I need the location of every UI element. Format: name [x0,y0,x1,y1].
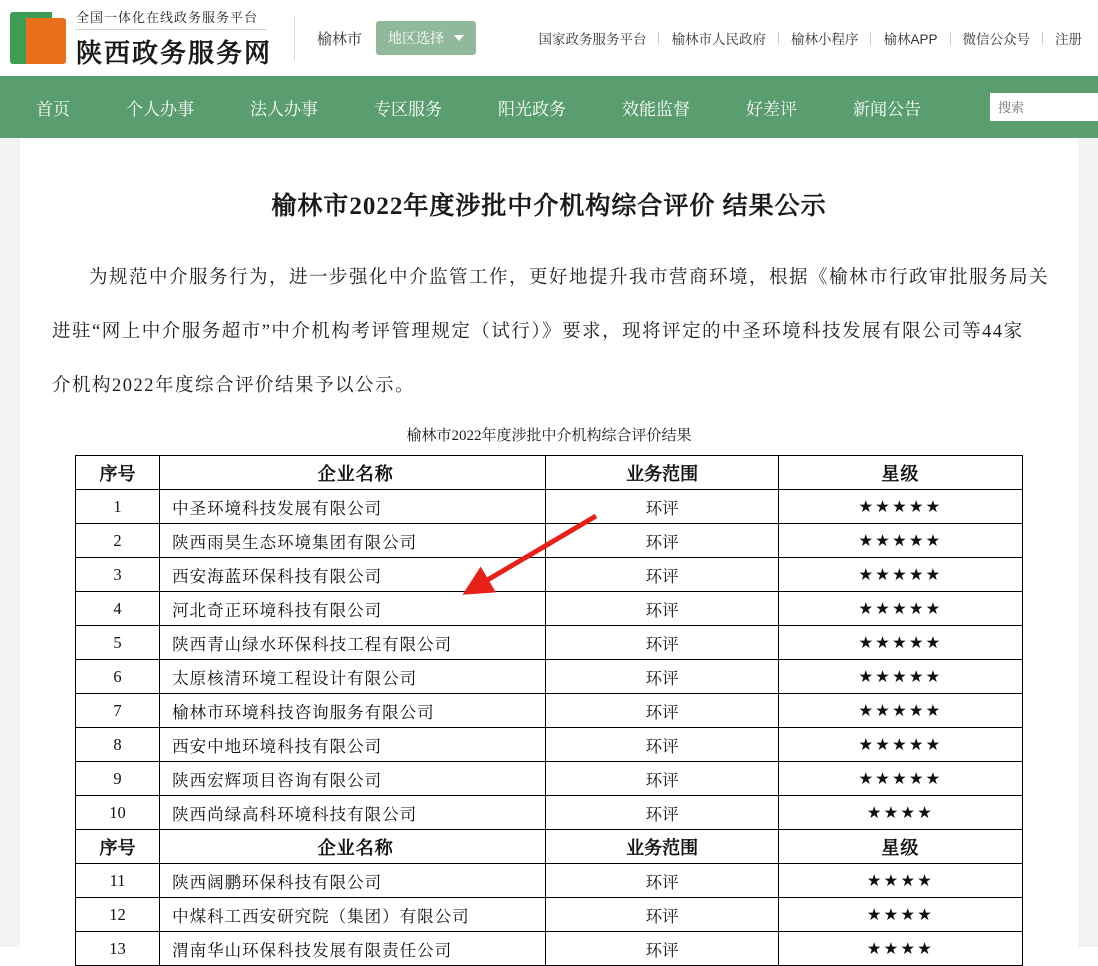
column-header-company: 企业名称 [160,456,546,490]
article-paragraph-2: 进驻“网上中介服务超市”中介机构考评管理规定（试行）》要求，现将评定的中圣环境科技发展有限公司等44家 [52,322,1024,342]
platform-title: 陕西政务服务网 [76,37,273,68]
table-row [76,898,1023,932]
column-header-index: 序号 [76,456,160,490]
nav-item-news[interactable]: 新闻公告 [853,99,921,119]
cell-scope: 环评 [546,660,778,694]
header-link-city-government[interactable]: 榆林市人民政府 [671,32,766,47]
cell-company: 陕西尚绿高科环境科技有限公司 [160,796,546,830]
table-row [76,796,1023,830]
article-paragraph-1: 为规范中介服务行为，进一步强化中介监管工作，更好地提升我市营商环境，根据《榆林市行政审批服务局关 [89,268,1050,288]
site-header [0,0,1098,76]
column-header-rating: 星级 [778,456,1022,490]
nav-item-home[interactable]: 首页 [36,99,70,119]
cell-index: 1 [76,490,160,524]
cell-index: 3 [76,558,160,592]
nav-item-legal-person[interactable]: 法人办事 [250,99,318,119]
cell-company: 河北奇正环境科技有限公司 [160,592,546,626]
nav-item-sunshine-gov[interactable]: 阳光政务 [498,99,566,119]
nav-item-zone-services[interactable]: 专区服务 [374,99,442,119]
cell-index: 13 [76,932,160,966]
column-header-scope: 业务范围 [546,830,778,864]
evaluation-result-table [75,455,1023,966]
current-city-label: 榆林市 [317,30,363,48]
header-links [526,28,1098,48]
column-header-scope: 业务范围 [546,456,778,490]
cell-scope: 环评 [546,626,778,660]
column-header-rating: 星级 [778,830,1022,864]
platform-subtitle: 全国一体化在线政务服务平台 [76,7,266,30]
article-paragraph-3: 介机构2022年度综合评价结果予以公示。 [52,376,416,396]
table-row [76,694,1023,728]
cell-rating: ★★★★ [778,932,1022,966]
cell-scope: 环评 [546,898,778,932]
table-row [76,558,1023,592]
nav-item-personal[interactable]: 个人办事 [126,99,194,119]
header-link-national-platform[interactable]: 国家政务服务平台 [538,32,647,47]
cell-company: 太原核清环境工程设计有限公司 [160,660,546,694]
cell-scope: 环评 [546,694,778,728]
cell-rating: ★★★★★ [778,660,1022,694]
cell-scope: 环评 [546,490,778,524]
cell-company: 陕西青山绿水环保科技工程有限公司 [160,626,546,660]
cell-index: 9 [76,762,160,796]
cell-scope: 环评 [546,864,778,898]
search-input[interactable] [990,93,1098,121]
cell-scope: 环评 [546,524,778,558]
table-row [76,592,1023,626]
cell-rating: ★★★★★ [778,524,1022,558]
region-select-button[interactable] [376,21,476,55]
table-row [76,660,1023,694]
logo-shape-orange [26,18,66,64]
table-header-row-repeat [76,830,1023,864]
cell-rating: ★★★★★ [778,558,1022,592]
column-header-company: 企业名称 [160,830,546,864]
header-link-wechat[interactable]: 微信公众号 [962,32,1030,47]
cell-index: 6 [76,660,160,694]
cell-rating: ★★★★★ [778,490,1022,524]
cell-scope: 环评 [546,558,778,592]
table-row [76,524,1023,558]
cell-index: 5 [76,626,160,660]
cell-scope: 环评 [546,932,778,966]
cell-rating: ★★★★ [778,898,1022,932]
cell-company: 榆林市环境科技咨询服务有限公司 [160,694,546,728]
cell-scope: 环评 [546,728,778,762]
chevron-down-icon [454,35,464,41]
cell-company: 中圣环境科技发展有限公司 [160,490,546,524]
header-link-app[interactable]: 榆林APP [883,32,938,47]
cell-rating: ★★★★ [778,796,1022,830]
cell-company: 陕西雨昊生态环境集团有限公司 [160,524,546,558]
table-row [76,490,1023,524]
table-row [76,762,1023,796]
cell-index: 12 [76,898,160,932]
table-header-row [76,456,1023,490]
cell-rating: ★★★★★ [778,728,1022,762]
cell-rating: ★★★★★ [778,694,1022,728]
cell-company: 渭南华山环保科技发展有限责任公司 [160,932,546,966]
cell-rating: ★★★★ [778,864,1022,898]
cell-scope: 环评 [546,592,778,626]
page-title: 榆林市2022年度涉批中介机构综合评价 结果公示 [271,193,827,220]
cell-company: 陕西宏辉项目咨询有限公司 [160,762,546,796]
header-divider [294,16,295,60]
cell-rating: ★★★★★ [778,592,1022,626]
cell-company: 中煤科工西安研究院（集团）有限公司 [160,898,546,932]
cell-company: 西安海蓝环保科技有限公司 [160,558,546,592]
cell-index: 8 [76,728,160,762]
cell-company: 陕西阔鹏环保科技有限公司 [160,864,546,898]
cell-index: 10 [76,796,160,830]
cell-index: 2 [76,524,160,558]
table-row [76,728,1023,762]
table-row [76,864,1023,898]
cell-rating: ★★★★★ [778,626,1022,660]
region-select-label: 地区选择 [388,30,445,46]
header-link-miniprogram[interactable]: 榆林小程序 [790,32,859,47]
cell-index: 11 [76,864,160,898]
cell-rating: ★★★★★ [778,762,1022,796]
cell-index: 7 [76,694,160,728]
table-caption: 榆林市2022年度涉批中介机构综合评价结果 [406,428,692,444]
nav-item-reviews[interactable]: 好差评 [746,99,797,119]
site-logo-text [76,7,272,70]
table-row [76,932,1023,966]
cell-index: 4 [76,592,160,626]
site-logo-icon [8,8,68,68]
column-header-index: 序号 [76,830,160,864]
article-card [20,138,1078,966]
table-row [76,626,1023,660]
cell-scope: 环评 [546,796,778,830]
header-link-register[interactable]: 注册 [1055,32,1082,47]
main-navigation [0,76,1098,138]
nav-item-efficiency[interactable]: 效能监督 [622,99,690,119]
cell-company: 西安中地环境科技有限公司 [160,728,546,762]
cell-scope: 环评 [546,762,778,796]
